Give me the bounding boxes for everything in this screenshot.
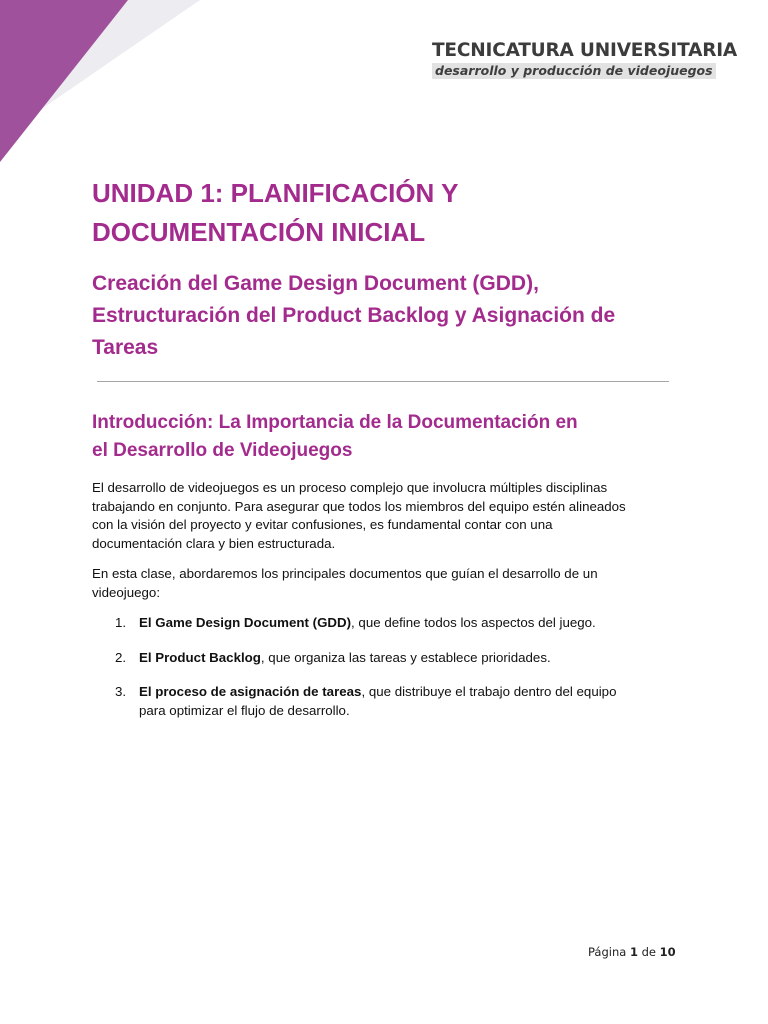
of-word: de xyxy=(641,945,656,959)
page-word: Página xyxy=(588,945,627,959)
section-divider xyxy=(97,381,669,382)
section-heading xyxy=(92,409,692,465)
paragraph-line: videojuego: xyxy=(92,584,161,600)
list-item xyxy=(92,614,692,633)
current-page: 1 xyxy=(629,945,638,959)
list-item-bold: El proceso de asignación de tareas xyxy=(139,684,362,700)
documents-paragraph xyxy=(92,565,682,602)
total-pages: 10 xyxy=(659,945,676,959)
list-item-number: 2. xyxy=(115,649,127,665)
paragraph-line: con la visión del proyecto y evitar confusiones, es fundamental contar con una xyxy=(92,517,553,533)
list-item-bold: El Product Backlog xyxy=(139,649,261,665)
section-heading-line: Introducción: La Importancia de la Documentación en xyxy=(92,412,578,433)
brand-subtitle: desarrollo y producción de videojuegos xyxy=(432,63,716,79)
unit-title-line: DOCUMENTACIÓN INICIAL xyxy=(92,217,426,247)
lesson-title-line: Estructuración del Product Backlog y Asignación de xyxy=(92,304,616,327)
page-number xyxy=(588,945,676,959)
list-item-number: 1. xyxy=(115,615,127,630)
list-item-bold: El Game Design Document (GDD) xyxy=(139,615,352,630)
section-heading-line: el Desarrollo de Videojuegos xyxy=(92,440,353,461)
paragraph-line: trabajando en conjunto. Para asegurar que todos los miembros del equipo estén alineados xyxy=(92,498,626,514)
paragraph-line: documentación clara y bien estructurada. xyxy=(92,535,336,551)
documents-list xyxy=(92,614,692,736)
unit-title xyxy=(92,174,692,252)
lesson-title-line: Creación del Game Design Document (GDD), xyxy=(92,272,539,295)
list-item-text: , que distribuye el trabajo dentro del equipo xyxy=(361,684,617,700)
list-item xyxy=(92,683,692,720)
unit-title-line: UNIDAD 1: PLANIFICACIÓN Y xyxy=(92,178,459,208)
paragraph-line: En esta clase, abordaremos los principales documentos que guían el desarrollo de un xyxy=(92,566,598,581)
brand-header xyxy=(432,40,738,80)
list-item-text: , que organiza las tareas y establece prioridades. xyxy=(260,649,551,665)
paragraph-line: El desarrollo de videojuegos es un proceso complejo que involucra múltiples disciplinas xyxy=(92,480,608,495)
brand-title: TECNICATURA UNIVERSITARIA xyxy=(432,40,738,61)
corner-decoration xyxy=(0,0,200,170)
list-item-text: para optimizar el flujo de desarrollo. xyxy=(139,702,350,718)
lesson-title xyxy=(92,268,692,364)
lesson-title-line: Tareas xyxy=(92,336,159,359)
intro-paragraph xyxy=(92,479,682,553)
list-item-number: 3. xyxy=(115,684,127,700)
list-item xyxy=(92,649,692,668)
list-item-text: , que define todos los aspectos del juego. xyxy=(351,615,596,630)
